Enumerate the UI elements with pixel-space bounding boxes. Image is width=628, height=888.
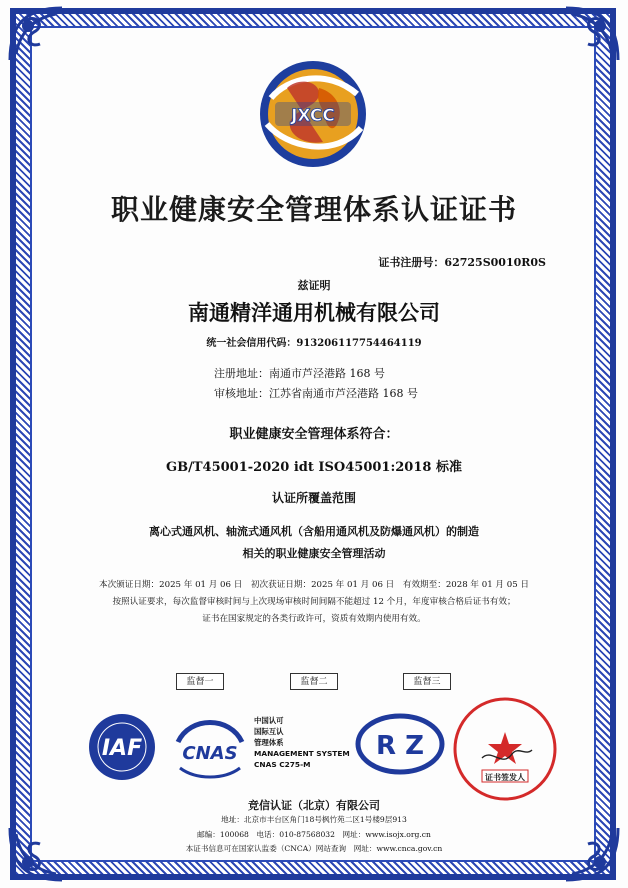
issuing-organization: 竞信认证（北京）有限公司 (248, 799, 380, 812)
company-name: 南通精洋通用机械有限公司 (188, 301, 440, 325)
conformity-statement: 职业健康安全管理体系符合： (229, 427, 399, 442)
surveillance-box-3: 监督三 (403, 673, 451, 690)
corner-ornament (562, 4, 622, 64)
registration-value: 62725S0010R0S (444, 256, 546, 269)
rz-lettering: R Z (376, 731, 424, 761)
issuer-contact: 邮编：100068 电话：010-87568032 网址：www.isojx.org.cn (197, 830, 431, 839)
signatory-label: 证书签发人 (485, 773, 525, 782)
scope-line-2: 相关的职业健康安全管理活动 (242, 547, 386, 560)
registration-label: 证书注册号： (378, 256, 445, 269)
cnas-text-line: 国际互认 (254, 727, 284, 736)
cnas-lettering: CNAS (182, 743, 238, 764)
credit-code-value: 913206117754464119 (296, 338, 422, 349)
rz-logo (354, 712, 446, 776)
jxcc-globe-logo (257, 58, 369, 170)
audit-address (214, 385, 418, 401)
dates-line: 本次颁证日期：2025 年 01 月 06 日 初次获证日期：2025 年 01 月 06 日 有效期至：2028 年 01 月 05 日 (98, 580, 529, 590)
cnas-text-line: 中国认可 (254, 716, 284, 725)
certificate-title: 职业健康安全管理体系认证证书 (110, 193, 517, 226)
registered-address-label: 注册地址： (214, 367, 269, 380)
cnas-text-line: MANAGEMENT SYSTEM (254, 749, 350, 758)
validity-line: 证书在国家规定的各类行政许可，资质有效期内使用有效。 (202, 614, 426, 624)
surveillance-box-2: 监督二 (290, 673, 338, 690)
corner-ornament (6, 4, 66, 64)
cnas-accreditation-text (254, 715, 350, 770)
certify-heading: 兹证明 (297, 279, 331, 292)
registered-address-value: 南通市芦泾港路 168 号 (269, 367, 385, 380)
audit-address-value: 江苏省南通市芦泾港路 168 号 (269, 387, 418, 400)
iaf-lettering: IAF (101, 736, 143, 761)
logo-lettering: JXCC (291, 106, 335, 126)
cnas-text-line: 管理体系 (254, 738, 284, 747)
cnas-text-line: CNAS C275-M (254, 760, 311, 769)
iaf-logo (76, 712, 168, 782)
credit-code-label: 统一社会信用代码： (206, 338, 297, 349)
cnas-logo (170, 712, 250, 782)
standard-reference: GB/T45001-2020 idt ISO45001:2018 标准 (166, 460, 462, 475)
issuer-address: 地址：北京市丰台区角门18号枫竹苑二区1号楼9层913 (221, 815, 407, 824)
certificate-query-note: 本证书信息可在国家认监委（CNCA）网站查询 网址：www.cnca.gov.cn (185, 844, 443, 853)
audit-address-label: 审核地址： (214, 387, 269, 400)
registered-address (214, 365, 385, 381)
surveillance-line: 按照认证要求，每次监督审核时间与上次现场审核时间间隔不能超过 12 个月，年度审核合格后证书有效； (112, 597, 516, 607)
company-seal-stamp (452, 696, 558, 802)
scope-line-1: 离心式通风机、轴流式通风机（含船用通风机及防爆通风机）的制造 (149, 525, 479, 538)
validity-terms (0, 577, 628, 628)
scope-heading: 认证所覆盖范围 (271, 491, 356, 505)
surveillance-box-1: 监督一 (176, 673, 224, 690)
registration-number (378, 254, 546, 270)
credit-code (0, 334, 628, 349)
